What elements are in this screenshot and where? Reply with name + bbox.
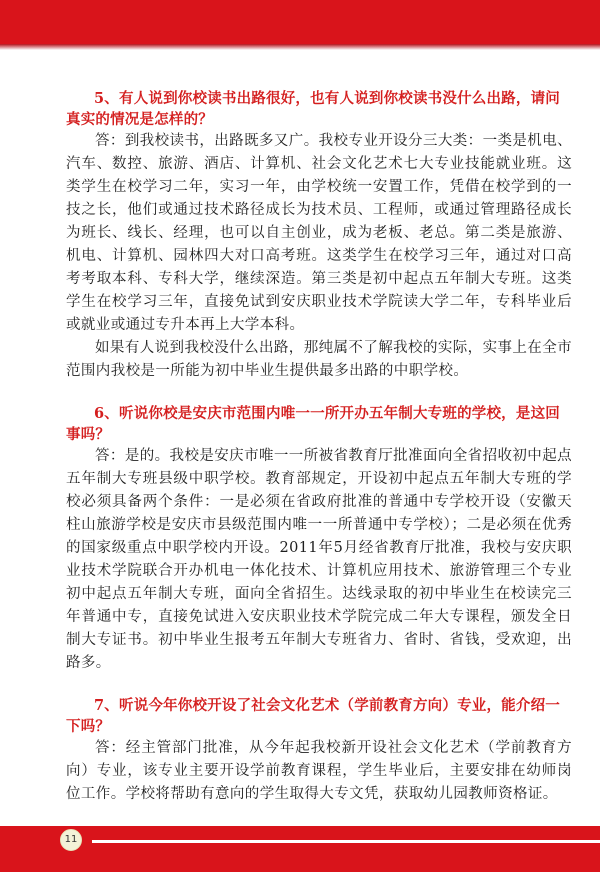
question-heading: 5、有人说到你校读书出路很好，也有人说到你校读书没什么出路，请问真实的情况是怎样的？ (66, 90, 560, 128)
page-number: 11 (60, 829, 82, 851)
bottom-red-band (0, 826, 600, 872)
qa-section (66, 88, 572, 383)
qa-section (66, 695, 572, 806)
page-content (66, 88, 572, 806)
answer-paragraph: 答：是的。我校是安庆市唯一一所被省教育厅批准面向全省招收初中起点五年制大专班县级中职学校。教育部规定，开设初中起点五年制大专班的学校必须具备两个条件：一是必须在省政府批准的普通中专学校开设（安徽天柱山旅游学校是安庆市县级范围内唯一一所普通中专学校）；二是必须在优秀的国家级重点中职学校内开设。2011年5月经省教育厅批准，我校与安庆职业技术学院联合开办机电一体化技术、计算机应用技术、旅游管理三个专业初中起点五年制大专班，面向全省招生。达线录取的初中毕业生在校读完三年普通中专，直接免试进入安庆职业技术学院完成二年大专课程，颁发全日制大专证书。初中毕业生报考五年制大专班省力、省时、省钱，受欢迎，出路多。 (66, 448, 572, 671)
question-heading: 7、听说今年你校开设了社会文化艺术（学前教育方向）专业，能介绍一下吗？ (66, 697, 560, 735)
answer-paragraph: 答：到我校读书，出路既多又广。我校专业开设分三大类：一类是机电、汽车、数控、旅游、酒店、计算机、社会文化艺术七大专业技能就业班。这类学生在校学习二年，实习一年，由学校统一安置工作，凭借在校学到的一技之长，他们或通过技术路径成长为技术员、工程师，或通过管理路径成长为班长、线长、经理，也可以自主创业，成为老板、老总。第二类是旅游、机电、计算机、园林四大对口高考班。这类学生在校学习三年，通过对口高考考取本科、专科大学，继续深造。第三类是初中起点五年制大专班。这类学生在校学习三年，直接免试到安庆职业技术学院读大学二年，专科毕业后或就业或通过专升本再上大学本科。 (66, 133, 572, 333)
answer-paragraph: 答：经主管部门批准，从今年起我校新开设社会文化艺术（学前教育方向）专业，该专业主要开设学前教育课程，学生毕业后，主要安排在幼师岗位工作。学校将帮助有意向的学生取得大专文凭，获取幼儿园教师资格证。 (66, 740, 572, 802)
top-red-band (0, 0, 600, 44)
answer-paragraph: 如果有人说到我校没什么出路，那纯属不了解我校的实际，实事上在全市范围内我校是一所能为初中毕业生提供最多出路的中职学校。 (66, 340, 572, 379)
question-heading: 6、听说你校是安庆市范围内唯一一所开办五年制大专班的学校，是这回事吗？ (66, 405, 560, 443)
footer-rule (92, 840, 600, 843)
qa-section (66, 403, 572, 675)
top-band-shadow (0, 44, 600, 50)
